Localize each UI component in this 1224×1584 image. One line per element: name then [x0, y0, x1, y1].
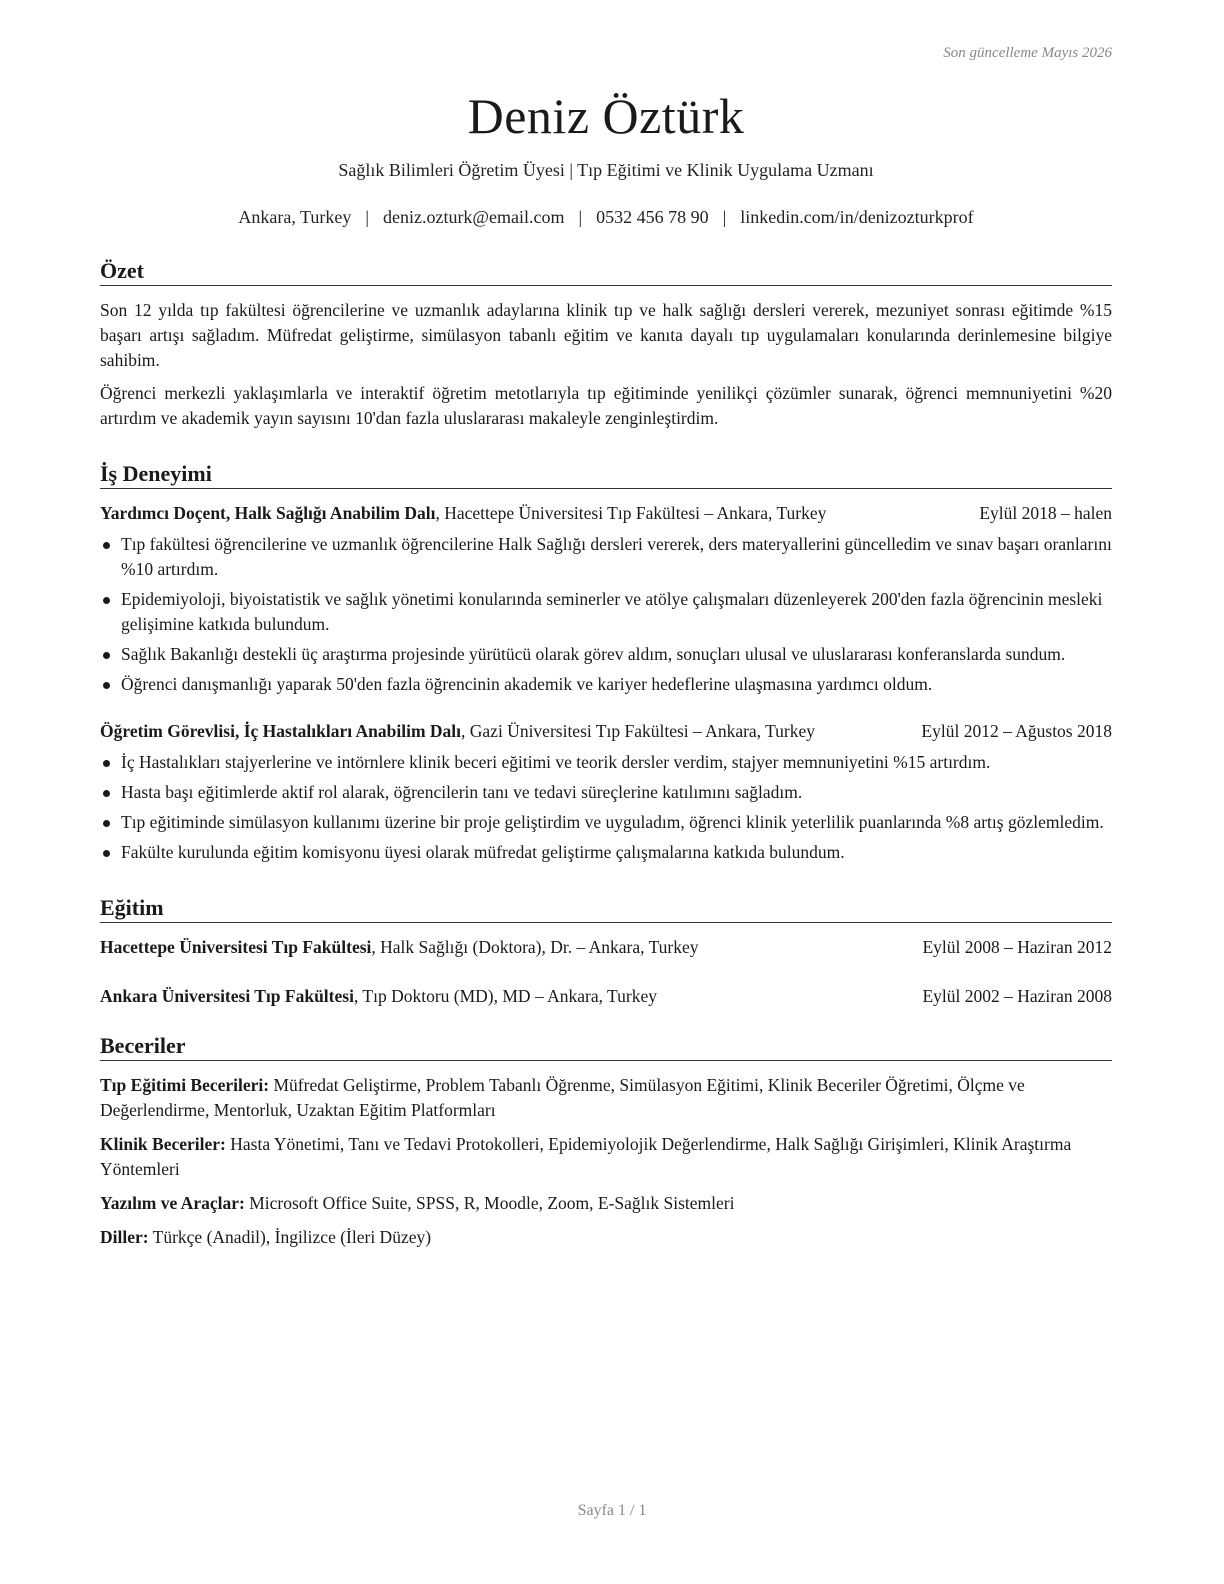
- candidate-name: Deniz Öztürk: [467, 88, 745, 144]
- skill-group: [100, 1225, 1112, 1250]
- bullet-text: Tıp eğitiminde simülasyon kullanımı üzerine bir proje geliştirdim ve uyguladım, öğrenci klinik yeterlilik puanlarında %8 artış gözlemledim.: [121, 812, 1104, 832]
- bullet-text: Sağlık Bakanlığı destekli üç araştırma projesinde yürütücü olarak görev aldım, sonuçları ulusal ve uluslararası konferanslarda sundum.: [121, 644, 1066, 664]
- skill-value: Microsoft Office Suite, SPSS, R, Moodle, Zoom, E-Sağlık Sistemleri: [244, 1193, 735, 1213]
- contact-separator: |: [578, 207, 583, 227]
- job-bullets: [100, 750, 1112, 865]
- job-header: [100, 501, 1112, 526]
- bullet-icon: [103, 760, 110, 767]
- section-heading-summary: Özet: [100, 258, 1112, 286]
- contact-phone: 0532 456 78 90: [596, 207, 709, 227]
- skill-label: Yazılım ve Araçlar:: [100, 1193, 245, 1213]
- summary-paragraph: Son 12 yılda tıp fakültesi öğrencilerine ve uzmanlık adaylarına klinik tıp ve halk sağlığı dersleri vererek, mezuniyet sonrası eğitimde %15 başarı artışı sağladım. Müfredat geliştirme, simülasyon tabanlı eğitim ve kanıta dayalı tıp uygulamaları konularında derinlemesine bilgiye sahibim.: [100, 300, 1112, 370]
- education-entry: [100, 984, 1112, 1009]
- list-item: [100, 810, 1112, 835]
- bullet-text: İç Hastalıkları stajyerlerine ve intörnlere klinik beceri eğitimi ve teorik dersler verdim, stajyer memnuniyetini %15 artırdım.: [121, 752, 991, 772]
- skill-label: Diller:: [100, 1227, 149, 1247]
- skill-value: Hasta Yönetimi, Tanı ve Tedavi Protokolleri, Epidemiyolojik Değerlendirme, Halk Sağlığı Girişimleri, Klinik Araştırma Yöntemleri: [100, 1134, 1072, 1179]
- skill-label: Tıp Eğitimi Becerileri:: [100, 1075, 270, 1095]
- skill-label: Klinik Beceriler:: [100, 1134, 226, 1154]
- job-role: Yardımcı Doçent, Halk Sağlığı Anabilim Dalı: [100, 503, 436, 523]
- section-heading-skills: Beceriler: [100, 1033, 1112, 1061]
- job-org: , Gazi Üniversitesi Tıp Fakültesi – Ankara, Turkey: [461, 721, 816, 741]
- contact-email[interactable]: deniz.ozturk@email.com: [382, 207, 565, 227]
- contact-info: [100, 207, 1112, 228]
- bullet-icon: [103, 850, 110, 857]
- education-dates: Eylül 2002 – Haziran 2008: [922, 986, 1112, 1006]
- section-heading-experience: İş Deneyimi: [100, 461, 1112, 489]
- page-number: Sayfa 1 / 1: [577, 1502, 647, 1519]
- bullet-text: Öğrenci danışmanlığı yaparak 50'den fazla öğrencinin akademik ve kariyer hedeflerine ulaşmasına yardımcı oldum.: [121, 674, 933, 694]
- bullet-text: Epidemiyoloji, biyoistatistik ve sağlık yönetimi konularında seminerler ve atölye çalışmaları düzenleyerek 200'den fazla öğrencinin mesleki gelişimine katkıda bulundum.: [121, 589, 1103, 634]
- contact-separator: |: [365, 207, 369, 227]
- contact-linkedin[interactable]: linkedin.com/in/denizozturkprof: [740, 207, 974, 227]
- list-item: [100, 642, 1112, 667]
- list-item: [100, 587, 1112, 637]
- bullet-icon: [103, 790, 110, 797]
- education-school-detail: [100, 935, 699, 960]
- bullet-icon: [103, 542, 110, 549]
- last-updated-note: Son güncelleme Mayıs 2026: [943, 45, 1112, 61]
- list-item: [100, 672, 1112, 697]
- skill-value: Müfredat Geliştirme, Problem Tabanlı Öğrenme, Simülasyon Eğitimi, Klinik Beceriler Öğretimi, Ölçme ve Değerlendirme, Mentorluk, Uzaktan Eğitim Platformları: [100, 1075, 1025, 1120]
- bullet-icon: [103, 597, 110, 604]
- contact-separator: |: [722, 207, 727, 227]
- job-entry: [100, 501, 1112, 697]
- section-heading-education: Eğitim: [100, 895, 1112, 923]
- bullet-text: Fakülte kurulunda eğitim komisyonu üyesi olarak müfredat geliştirme çalışmalarına katkıda bulundum.: [121, 842, 845, 862]
- education-school: Hacettepe Üniversitesi Tıp Fakültesi: [100, 937, 372, 957]
- job-dates: Eylül 2018 – halen: [979, 503, 1112, 523]
- list-item: [100, 780, 1112, 805]
- list-item: [100, 532, 1112, 582]
- bullet-icon: [103, 652, 110, 659]
- education-detail: , Tıp Doktoru (MD), MD – Ankara, Turkey: [353, 986, 657, 1006]
- contact-location: Ankara, Turkey: [238, 207, 352, 227]
- job-org: , Hacettepe Üniversitesi Tıp Fakültesi – Ankara, Turkey: [435, 503, 827, 523]
- job-entry: [100, 719, 1112, 865]
- job-role-org: [100, 719, 921, 744]
- education-detail: , Halk Sağlığı (Doktora), Dr. – Ankara, Turkey: [371, 937, 699, 957]
- skill-group: [100, 1073, 1112, 1123]
- job-header: [100, 719, 1112, 744]
- bullet-icon: [103, 820, 110, 827]
- list-item: [100, 750, 1112, 775]
- resume-page: [100, 40, 1112, 1259]
- candidate-title: Sağlık Bilimleri Öğretim Üyesi | Tıp Eğitimi ve Klinik Uygulama Uzmanı: [338, 160, 874, 180]
- bullet-text: Hasta başı eğitimlerde aktif rol alarak, öğrencilerin tanı ve tedavi süreçlerine katılımını sağladım.: [121, 782, 803, 802]
- job-role-org: [100, 501, 979, 526]
- education-school: Ankara Üniversitesi Tıp Fakültesi: [100, 986, 354, 1006]
- list-item: [100, 840, 1112, 865]
- bullet-icon: [103, 682, 110, 689]
- bullet-text: Tıp fakültesi öğrencilerine ve uzmanlık öğrencilerine Halk Sağlığı dersleri vererek, ders materyallerini güncelledim ve sınav başarı oranlarını %10 artırdım.: [121, 534, 1112, 579]
- skill-group: [100, 1191, 1112, 1216]
- education-entry: [100, 935, 1112, 960]
- job-role: Öğretim Görevlisi, İç Hastalıkları Anabilim Dalı: [100, 721, 462, 741]
- job-bullets: [100, 532, 1112, 697]
- education-dates: Eylül 2008 – Haziran 2012: [922, 937, 1112, 957]
- skill-value: Türkçe (Anadil), İngilizce (İleri Düzey): [148, 1227, 432, 1247]
- education-school-detail: [100, 984, 657, 1009]
- skill-group: [100, 1132, 1112, 1182]
- summary-paragraph: Öğrenci merkezli yaklaşımlarla ve interaktif öğretim metotlarıyla tıp eğitiminde yenilikçi çözümler sunarak, öğrenci memnuniyetini %20 artırdım ve akademik yayın sayısını 10'dan fazla uluslararası makaleyle zenginleştirdim.: [100, 383, 1112, 428]
- job-dates: Eylül 2012 – Ağustos 2018: [921, 721, 1112, 741]
